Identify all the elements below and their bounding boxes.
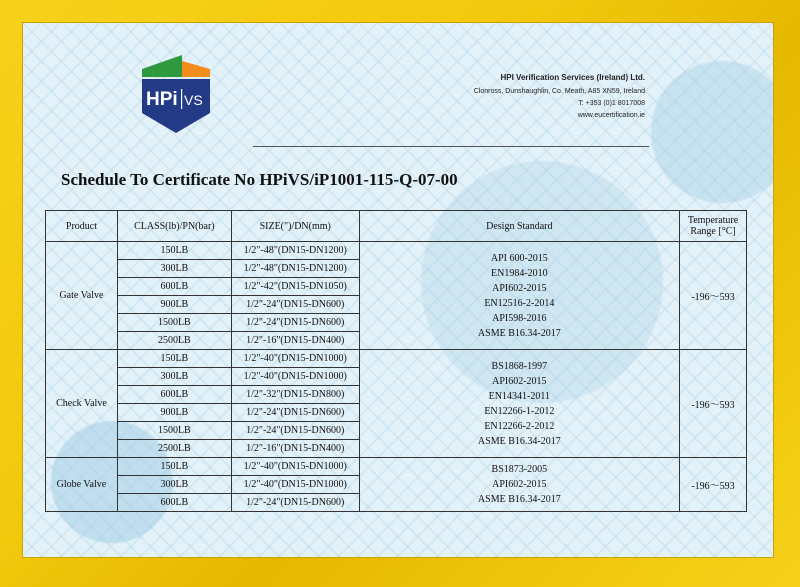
size-cell: 1/2"-42"(DN15-DN1050)	[231, 278, 359, 296]
design-standard-item: API602-2015	[492, 282, 547, 294]
schedule-table	[45, 210, 747, 512]
design-standard-item: EN12516-2-2014	[484, 297, 555, 309]
design-standard-item: EN12266-1-2012	[484, 405, 555, 417]
size-cell: 1/2"-24"(DN15-DN600)	[231, 494, 359, 512]
table-header-row	[46, 211, 747, 242]
table-row	[46, 242, 747, 260]
design-standard-item: ASME B16.34-2017	[477, 494, 561, 505]
company-website: www.eucertification.ie	[577, 112, 645, 119]
design-standard-item: EN1984-2010	[490, 267, 548, 279]
size-cell: 1/2"-48"(DN15-DN1200)	[231, 242, 359, 260]
hpivs-logo-icon	[142, 55, 210, 133]
design-standard-item: ASME B16.34-2017	[477, 327, 561, 339]
header-size: SIZE(")/DN(mm)	[231, 211, 359, 242]
product-cell: Gate Valve	[46, 242, 118, 350]
company-info	[474, 73, 645, 124]
company-address: Clonross, Dunshaughlin, Co. Meath, A85 XN59, Ireland	[473, 88, 645, 95]
size-cell: 1/2"-24"(DN15-DN600)	[231, 404, 359, 422]
class-cell: 300LB	[117, 476, 231, 494]
size-cell: 1/2"-24"(DN15-DN600)	[231, 422, 359, 440]
table-row	[46, 350, 747, 368]
product-cell: Check Valve	[46, 350, 118, 458]
class-cell: 600LB	[117, 386, 231, 404]
company-phone: T: +353 (0)1 8017008	[578, 100, 645, 107]
table-body	[46, 242, 747, 512]
header-temperature-line2: Range [°C]	[690, 226, 736, 237]
size-cell: 1/2"-24"(DN15-DN600)	[231, 296, 359, 314]
temperature-cell: -196～593	[680, 458, 747, 512]
size-cell: 1/2"-16"(DN15-DN400)	[231, 332, 359, 350]
class-cell: 900LB	[117, 404, 231, 422]
page-title: Schedule To Certificate No HPiVS/iP1001-115-Q-07-00	[61, 170, 458, 189]
class-cell: 150LB	[117, 350, 231, 368]
design-standard-item: EN14341-2011	[488, 390, 550, 402]
header-divider	[253, 146, 649, 147]
header-temperature-line1: Temperature	[687, 215, 739, 226]
design-standard-item: API 600-2015	[490, 252, 548, 264]
svg-text:HPi: HPi	[146, 89, 178, 110]
header-design-standard: Design Standard	[359, 211, 679, 242]
class-cell: 1500LB	[117, 314, 231, 332]
class-cell: 300LB	[117, 260, 231, 278]
size-cell: 1/2"-40"(DN15-DN1000)	[231, 458, 359, 476]
design-standard-item: API602-2015	[492, 375, 547, 387]
svg-text:VS: VS	[184, 92, 203, 108]
product-cell: Globe Valve	[46, 458, 118, 512]
design-standard-cell	[359, 458, 679, 512]
size-cell: 1/2"-16"(DN15-DN400)	[231, 440, 359, 458]
class-cell: 900LB	[117, 296, 231, 314]
class-cell: 300LB	[117, 368, 231, 386]
temperature-cell: -196～593	[680, 350, 747, 458]
class-cell: 600LB	[117, 278, 231, 296]
size-cell: 1/2"-32"(DN15-DN800)	[231, 386, 359, 404]
design-standard-item: API598-2016	[492, 312, 547, 324]
header-product: Product	[46, 211, 118, 242]
table-row	[46, 458, 747, 476]
design-standard-item: BS1873-2005	[491, 464, 548, 475]
class-cell: 1500LB	[117, 422, 231, 440]
size-cell: 1/2"-48"(DN15-DN1200)	[231, 260, 359, 278]
temperature-cell: -196～593	[680, 242, 747, 350]
size-cell: 1/2"-40"(DN15-DN1000)	[231, 350, 359, 368]
size-cell: 1/2"-24"(DN15-DN600)	[231, 314, 359, 332]
size-cell: 1/2"-40"(DN15-DN1000)	[231, 368, 359, 386]
class-cell: 2500LB	[117, 440, 231, 458]
company-name: HPI Verification Services (Ireland) Ltd.	[500, 73, 645, 82]
class-cell: 150LB	[117, 242, 231, 260]
design-standard-cell	[359, 350, 679, 458]
header-class: CLASS(lb)/PN(bar)	[117, 211, 231, 242]
class-cell: 2500LB	[117, 332, 231, 350]
design-standard-item: API602-2015	[492, 479, 547, 490]
design-standard-cell	[359, 242, 679, 350]
size-cell: 1/2"-40"(DN15-DN1000)	[231, 476, 359, 494]
class-cell: 600LB	[117, 494, 231, 512]
header-temperature	[680, 211, 747, 242]
design-standard-item: EN12266-2-2012	[484, 420, 555, 432]
class-cell: 150LB	[117, 458, 231, 476]
design-standard-item: ASME B16.34-2017	[477, 435, 561, 447]
design-standard-item: BS1868-1997	[491, 360, 548, 372]
